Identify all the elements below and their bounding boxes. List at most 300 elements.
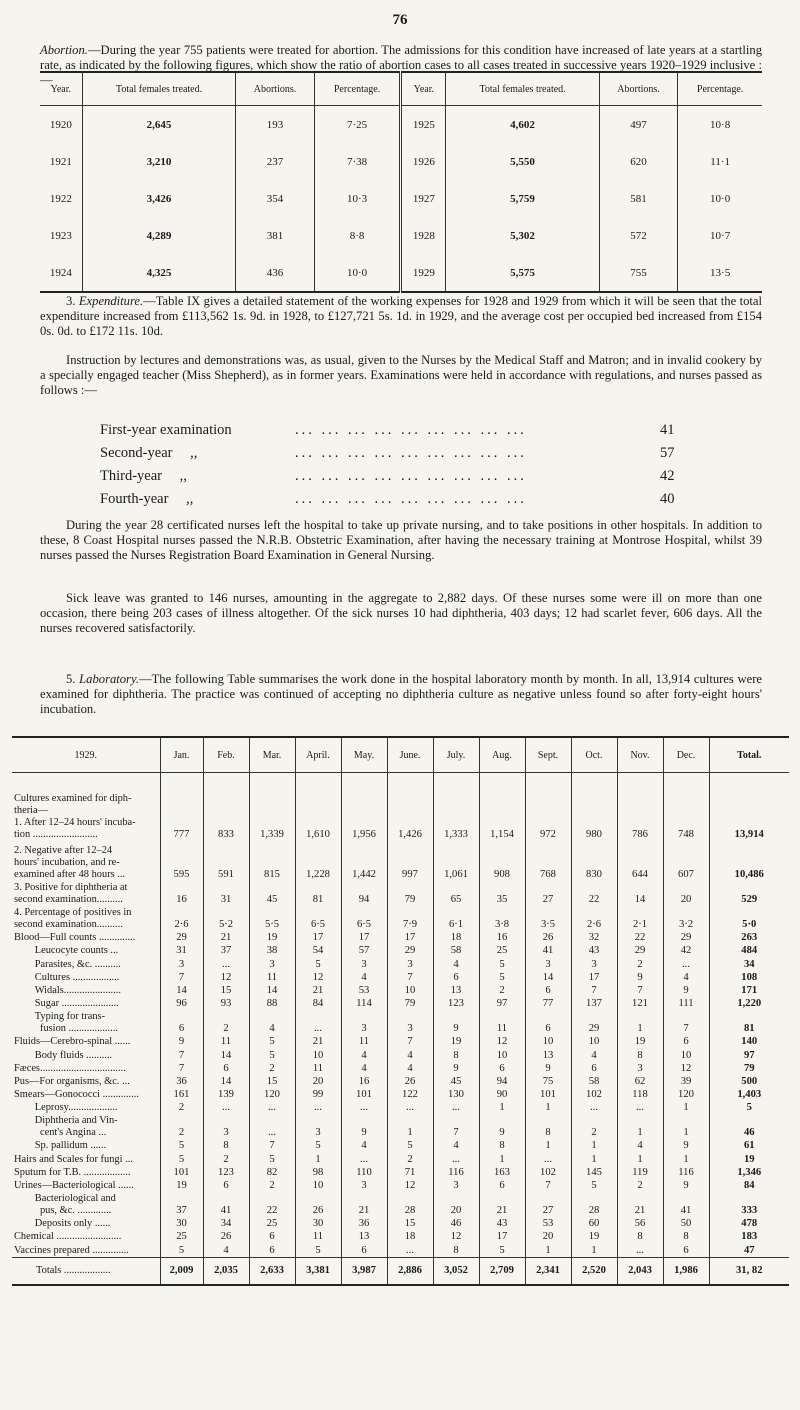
abortion-header-cell: Total females treated. xyxy=(446,72,600,106)
lab-cell: 1 xyxy=(525,1243,571,1257)
lab-cell: 484 xyxy=(709,944,789,957)
lab-cell: 94 xyxy=(479,1075,525,1088)
lab-cell: 2 xyxy=(617,1179,663,1192)
lab-cell: 591 xyxy=(203,841,249,881)
lab-spacer-cell xyxy=(571,773,617,794)
lab-cell: 50 xyxy=(663,1217,709,1230)
lab-spacer-cell xyxy=(203,773,249,794)
lab-table-row xyxy=(12,1035,789,1048)
lab-spacer-cell xyxy=(12,773,160,794)
lab-cell: 2 xyxy=(479,984,525,997)
lab-table-row xyxy=(12,1166,789,1179)
abortion-cell: 1929 xyxy=(401,254,446,292)
lab-cell: 101 xyxy=(525,1088,571,1101)
exam-ditto: ,, xyxy=(190,445,198,461)
lab-cell: 102 xyxy=(525,1166,571,1179)
lab-cell: 5·5 xyxy=(249,906,295,931)
lab-cell: 10 xyxy=(663,1048,709,1061)
lab-table-row xyxy=(12,1062,789,1075)
lab-cell: 21 xyxy=(341,1192,387,1217)
lab-cell: 77 xyxy=(525,997,571,1010)
lab-cell: 4 xyxy=(341,1062,387,1075)
lab-cell: 5 xyxy=(295,1243,341,1257)
lab-cell: ... xyxy=(249,1101,295,1114)
lab-cell: 38 xyxy=(249,944,295,957)
lab-cell: 6 xyxy=(663,1243,709,1257)
lab-cell: 4 xyxy=(341,971,387,984)
lab-cell: 29 xyxy=(571,1010,617,1035)
lab-table-row xyxy=(12,1179,789,1192)
lab-cell: 2 xyxy=(203,1010,249,1035)
lab-cell: 4 xyxy=(571,1048,617,1061)
lab-cell: 84 xyxy=(295,997,341,1010)
exam-value: 41 xyxy=(660,422,675,438)
lab-cell: 47 xyxy=(709,1243,789,1257)
lab-cell: 4 xyxy=(433,957,479,970)
lab-row-label: Sugar ...................... xyxy=(14,998,119,1010)
lab-cell: 8 xyxy=(617,1230,663,1243)
lab-row-label: Sputum for T.B. .................. xyxy=(14,1166,131,1178)
lab-cell: 54 xyxy=(295,944,341,957)
lab-row-label: Diphtheria and Vin- cent's Angina ... xyxy=(34,1115,118,1139)
abortion-cell: 381 xyxy=(236,217,314,254)
lab-cell: 20 xyxy=(433,1192,479,1217)
exam-row xyxy=(100,491,700,513)
lab-cell: 36 xyxy=(160,1075,203,1088)
lab-cell: 79 xyxy=(387,997,433,1010)
expenditure-number: 3. xyxy=(66,294,76,308)
lab-cell: 815 xyxy=(249,841,295,881)
lab-cell: 3 xyxy=(433,1179,479,1192)
lab-cell: 4 xyxy=(663,971,709,984)
lab-cell: 16 xyxy=(341,1075,387,1088)
lab-cell: 2 xyxy=(571,1114,617,1139)
lab-cell: 97 xyxy=(479,997,525,1010)
abortion-cell: 10·8 xyxy=(678,106,762,144)
lab-cell: 140 xyxy=(709,1035,789,1048)
lab-cell: 6 xyxy=(249,1243,295,1257)
exam-label xyxy=(100,445,197,462)
lab-cell: 82 xyxy=(249,1166,295,1179)
lab-cell: 7 xyxy=(663,1010,709,1035)
abortion-cell: 13·5 xyxy=(678,254,762,292)
lab-cell: 6 xyxy=(203,1179,249,1192)
lab-cell: 1 xyxy=(663,1101,709,1114)
lab-cell: 7 xyxy=(387,971,433,984)
lab-cell: 61 xyxy=(709,1139,789,1152)
lab-cell: 120 xyxy=(249,1088,295,1101)
lab-cell: 13 xyxy=(341,1230,387,1243)
lab-cell: 9 xyxy=(160,1035,203,1048)
lab-cell: 7 xyxy=(160,1062,203,1075)
lab-cell: 29 xyxy=(387,944,433,957)
lab-cell: 2 xyxy=(160,1114,203,1139)
lab-cell: 26 xyxy=(295,1192,341,1217)
lab-table-row xyxy=(12,971,789,984)
lab-cell: 102 xyxy=(571,1088,617,1101)
lab-cell: 6 xyxy=(433,971,479,984)
lab-cell: 13 xyxy=(525,1048,571,1061)
lab-cell: 11 xyxy=(341,1035,387,1048)
lab-cell: 11 xyxy=(249,971,295,984)
lab-cell: 4 xyxy=(249,1010,295,1035)
lab-cell: 1,061 xyxy=(433,841,479,881)
lab-cell: 9 xyxy=(663,984,709,997)
lab-cell: 26 xyxy=(387,1075,433,1088)
lab-cell: 6 xyxy=(479,1062,525,1075)
lab-cell: 43 xyxy=(571,944,617,957)
lab-cell: 11 xyxy=(295,1062,341,1075)
lab-header-cell: Oct. xyxy=(571,737,617,773)
lab-cell: 1,346 xyxy=(709,1166,789,1179)
lab-cell: 20 xyxy=(663,881,709,906)
abortion-table-body xyxy=(40,106,762,293)
lab-cell: 26 xyxy=(525,931,571,944)
laboratory-number: 5. xyxy=(66,672,76,686)
lab-row-label: Chemical ......................... xyxy=(14,1231,122,1243)
abortion-table-row xyxy=(40,180,762,217)
lab-cell: 29 xyxy=(663,931,709,944)
lab-cell: 1,339 xyxy=(249,793,295,841)
lab-cell: 4 xyxy=(341,1048,387,1061)
instruction-paragraph: Instruction by lectures and demonstrations was, as usual, given to the Nurses by the Medical Staff and Matron; and in invalid cookery by a specially engaged teacher (Miss Shepherd), as in former years. Examinations were held in accordance with regulations, and nurses passed as follows :— xyxy=(40,353,762,397)
lab-cell: 19 xyxy=(709,1152,789,1165)
lab-cell: 45 xyxy=(433,1075,479,1088)
abortion-cell: 1920 xyxy=(49,118,72,131)
exam-name: First-year examination xyxy=(100,422,232,438)
lab-cell: 7 xyxy=(387,1035,433,1048)
abortion-cell: 1928 xyxy=(401,217,446,254)
lab-cell: 25 xyxy=(479,944,525,957)
lab-cell: ... xyxy=(663,957,709,970)
lab-cell: 25 xyxy=(160,1230,203,1243)
lab-cell: 3·5 xyxy=(525,906,571,931)
abortion-heading: Abortion. xyxy=(40,43,88,57)
lab-cell: 768 xyxy=(525,841,571,881)
abortion-cell: 11·1 xyxy=(678,143,762,180)
lab-cell: 5 xyxy=(295,1139,341,1152)
lab-cell: 8 xyxy=(617,1048,663,1061)
abortion-cell: 497 xyxy=(599,106,677,144)
lab-cell: 529 xyxy=(709,881,789,906)
lab-cell: 1,228 xyxy=(295,841,341,881)
abortion-table-row xyxy=(40,217,762,254)
lab-cell: 478 xyxy=(709,1217,789,1230)
abortion-cell: 620 xyxy=(599,143,677,180)
lab-cell: 9 xyxy=(433,1062,479,1075)
lab-cell: 1 xyxy=(617,1010,663,1035)
lab-cell: 9 xyxy=(525,1062,571,1075)
abortion-table xyxy=(40,71,762,293)
lab-cell: 71 xyxy=(387,1166,433,1179)
lab-row-label: Fæces................................. xyxy=(14,1062,126,1074)
lab-cell: 263 xyxy=(709,931,789,944)
expenditure-text: —Table IX gives a detailed statement of the working expenses for 1928 and 1929 from which it will be seen that the total expenditure increased from £113,562 1s. 9d. in 1928, to £127,721 5s. 1d. in 1929, and the average cost per occupied bed increased from £154 0s. 0d. to £172 11s. 10d. xyxy=(40,294,762,338)
lab-header-cell: Aug. xyxy=(479,737,525,773)
lab-cell: 121 xyxy=(617,997,663,1010)
lab-cell: 10,486 xyxy=(709,841,789,881)
lab-cell: 6·5 xyxy=(341,906,387,931)
abortion-cell: 1926 xyxy=(401,143,446,180)
lab-table-row xyxy=(12,1243,789,1257)
lab-cell: 5·2 xyxy=(203,906,249,931)
lab-row-label: Hairs and Scales for fungi ... xyxy=(14,1153,133,1165)
lab-row-label: Fluids—Cerebro-spinal ...... xyxy=(14,1036,131,1048)
lab-spacer-cell xyxy=(433,773,479,794)
lab-cell: 53 xyxy=(525,1217,571,1230)
lab-cell: 1,426 xyxy=(387,793,433,841)
lab-cell: 53 xyxy=(341,984,387,997)
abortion-cell: 5,302 xyxy=(446,217,600,254)
lab-table-row xyxy=(12,997,789,1010)
lab-cell: 13,914 xyxy=(709,793,789,841)
lab-cell: ... xyxy=(571,1101,617,1114)
lab-cell: 116 xyxy=(433,1166,479,1179)
abortion-cell: 10·0 xyxy=(314,254,401,292)
lab-cell: 3 xyxy=(341,957,387,970)
lab-cell: 980 xyxy=(571,793,617,841)
lab-cell: ... xyxy=(525,1152,571,1165)
lab-cell: 2·1 xyxy=(617,906,663,931)
lab-cell: 111 xyxy=(663,997,709,1010)
exam-label xyxy=(100,468,187,485)
lab-cell: 16 xyxy=(479,931,525,944)
lab-cell: 97 xyxy=(709,1048,789,1061)
lab-row-label: Blood—Full counts .............. xyxy=(14,932,136,944)
lab-row-label: Leprosy................... xyxy=(14,1102,118,1114)
exam-label xyxy=(100,491,193,508)
lab-cell: ... xyxy=(387,1101,433,1114)
lab-table-row xyxy=(12,1139,789,1152)
lab-cell: 4 xyxy=(387,1062,433,1075)
abortion-cell: 436 xyxy=(236,254,314,292)
lab-cell: 6 xyxy=(571,1062,617,1075)
lab-cell: ... xyxy=(295,1101,341,1114)
lab-cell: 2·6 xyxy=(160,906,203,931)
lab-cell: 21 xyxy=(203,931,249,944)
lab-table-row xyxy=(12,906,789,931)
lab-row-label: Pus—For organisms, &c. ... xyxy=(14,1075,130,1087)
lab-total-cell: 2,633 xyxy=(249,1257,295,1285)
abortion-cell: 4,325 xyxy=(82,254,236,292)
lab-cell: 2 xyxy=(387,1152,433,1165)
exam-row xyxy=(100,422,700,444)
abortion-cell: 1922 xyxy=(49,192,72,205)
lab-cell: ... xyxy=(617,1243,663,1257)
lab-cell: 11 xyxy=(203,1035,249,1048)
lab-cell: 41 xyxy=(663,1192,709,1217)
exam-dots: ... ... ... ... ... ... ... ... ... xyxy=(295,422,527,438)
lab-cell: 183 xyxy=(709,1230,789,1243)
lab-total-cell: 3,052 xyxy=(433,1257,479,1285)
lab-cell: 20 xyxy=(525,1230,571,1243)
lab-table-row xyxy=(12,1192,789,1217)
lab-header-cell: April. xyxy=(295,737,341,773)
lab-cell: 1,610 xyxy=(295,793,341,841)
abortion-text: —During the year 755 patients were treated for abortion. The admissions for this condition have increased of late years at a startling rate, as indicated by the following figures, which show the ratio of abortion cases to all cases treated in successive years 1920–1929 inclusive :— xyxy=(40,43,762,87)
lab-cell: 8 xyxy=(479,1139,525,1152)
lab-cell: 5 xyxy=(160,1243,203,1257)
lab-cell: 10 xyxy=(295,1048,341,1061)
lab-cell: 57 xyxy=(341,944,387,957)
lab-cell: 5 xyxy=(571,1179,617,1192)
lab-spacer-cell xyxy=(479,773,525,794)
laboratory-paragraph xyxy=(40,672,762,717)
lab-total-cell: 31, 82 xyxy=(709,1257,789,1285)
lab-cell: 19 xyxy=(433,1035,479,1048)
lab-cell: 81 xyxy=(295,881,341,906)
lab-header-cell: July. xyxy=(433,737,479,773)
lab-cell: 3 xyxy=(387,957,433,970)
lab-total-cell: 2,520 xyxy=(571,1257,617,1285)
lab-header-cell: 1929. xyxy=(12,737,160,773)
lab-cell: 19 xyxy=(617,1035,663,1048)
lab-cell: 10 xyxy=(525,1035,571,1048)
exam-value: 40 xyxy=(660,491,675,507)
lab-cell: 10 xyxy=(571,1035,617,1048)
lab-cell: 12 xyxy=(479,1035,525,1048)
lab-cell: 11 xyxy=(295,1230,341,1243)
lab-cell: 88 xyxy=(249,997,295,1010)
lab-cell: 10 xyxy=(479,1048,525,1061)
lab-header-cell: Feb. xyxy=(203,737,249,773)
lab-cell: 14 xyxy=(203,1075,249,1088)
lab-row-label: Urines—Bacteriological ...... xyxy=(14,1180,134,1191)
lab-table-row xyxy=(12,1230,789,1243)
lab-cell: 9 xyxy=(433,1010,479,1035)
lab-cell: ... xyxy=(249,1114,295,1139)
lab-cell: 5 xyxy=(709,1101,789,1114)
exam-row xyxy=(100,445,700,467)
abortion-cell: 237 xyxy=(236,143,314,180)
lab-cell: 644 xyxy=(617,841,663,881)
lab-row-label: Vaccines prepared .............. xyxy=(14,1244,129,1256)
exam-value: 42 xyxy=(660,468,675,484)
exam-row xyxy=(100,468,700,490)
lab-cell: 17 xyxy=(295,931,341,944)
lab-cell: 6 xyxy=(663,1035,709,1048)
expenditure-heading: Expenditure. xyxy=(78,294,144,308)
lab-total-cell: 1,986 xyxy=(663,1257,709,1285)
lab-cell: 595 xyxy=(160,841,203,881)
abortion-cell: 1921 xyxy=(49,155,72,168)
lab-cell: 1 xyxy=(479,1152,525,1165)
lab-header-cell: Sept. xyxy=(525,737,571,773)
lab-table-row xyxy=(12,1088,789,1101)
lab-cell: 7 xyxy=(160,971,203,984)
lab-row-label: 3. Positive for diphtheria at second examination.......... xyxy=(14,882,128,905)
lab-cell: 1 xyxy=(525,1101,571,1114)
lab-cell: 14 xyxy=(525,971,571,984)
lab-cell: 35 xyxy=(479,881,525,906)
lab-table-row xyxy=(12,957,789,970)
lab-cell: 1 xyxy=(663,1114,709,1139)
lab-cell: 1,403 xyxy=(709,1088,789,1101)
lab-cell: 114 xyxy=(341,997,387,1010)
lab-table-row xyxy=(12,1010,789,1035)
lab-cell: 8 xyxy=(203,1139,249,1152)
lab-cell: 12 xyxy=(295,971,341,984)
lab-cell: 2 xyxy=(249,1179,295,1192)
lab-row-label: Bacteriological and pus, &c. ............. xyxy=(34,1193,116,1216)
lab-cell: 9 xyxy=(663,1139,709,1152)
lab-cell: 8 xyxy=(663,1230,709,1243)
lab-row-label: Widals...................... xyxy=(14,984,121,996)
lab-cell: ... xyxy=(617,1101,663,1114)
lab-cell: 500 xyxy=(709,1075,789,1088)
lab-cell: 9 xyxy=(341,1114,387,1139)
lab-row-label: Sp. pallidum ...... xyxy=(14,1140,107,1152)
expenditure-paragraph xyxy=(40,294,762,339)
lab-cell: 4 xyxy=(387,1048,433,1061)
abortion-cell: 193 xyxy=(236,106,314,144)
lab-cell: ... xyxy=(387,1243,433,1257)
lab-total-cell: 2,009 xyxy=(160,1257,203,1285)
lab-cell: 3 xyxy=(203,1114,249,1139)
abortion-table-header xyxy=(40,72,762,106)
lab-cell: 1,220 xyxy=(709,997,789,1010)
lab-spacer-row xyxy=(12,773,789,794)
abortion-cell: 8·8 xyxy=(314,217,401,254)
lab-cell: 1 xyxy=(571,1243,617,1257)
lab-cell: 1 xyxy=(571,1152,617,1165)
lab-cell: 3 xyxy=(295,1114,341,1139)
lab-cell: 997 xyxy=(387,841,433,881)
lab-cell: 10 xyxy=(295,1179,341,1192)
lab-spacer-cell xyxy=(249,773,295,794)
lab-cell: 3 xyxy=(249,957,295,970)
lab-cell: 30 xyxy=(160,1217,203,1230)
lab-cell: 1,333 xyxy=(433,793,479,841)
lab-cell: 5 xyxy=(249,1048,295,1061)
lab-cell: 5 xyxy=(249,1035,295,1048)
lab-row-label: 4. Percentage of positives in second examination.......... xyxy=(14,907,132,930)
lab-cell: 90 xyxy=(479,1088,525,1101)
lab-cell: 60 xyxy=(571,1217,617,1230)
lab-cell: 786 xyxy=(617,793,663,841)
lab-totals-row xyxy=(12,1257,789,1285)
lab-cell: 28 xyxy=(387,1192,433,1217)
laboratory-table xyxy=(12,736,789,1286)
lab-cell: 123 xyxy=(433,997,479,1010)
lab-cell: 108 xyxy=(709,971,789,984)
lab-cell: 11 xyxy=(479,1010,525,1035)
lab-cell: 120 xyxy=(663,1088,709,1101)
exam-name: Third-year xyxy=(100,468,162,484)
lab-spacer-cell xyxy=(617,773,663,794)
lab-cell: 79 xyxy=(387,881,433,906)
lab-cell: 5 xyxy=(387,1139,433,1152)
lab-cell: 12 xyxy=(433,1230,479,1243)
lab-spacer-cell xyxy=(663,773,709,794)
lab-cell: 99 xyxy=(295,1088,341,1101)
lab-cell: 833 xyxy=(203,793,249,841)
page-number: 76 xyxy=(392,12,408,28)
lab-table-row xyxy=(12,1075,789,1088)
lab-cell: 84 xyxy=(709,1179,789,1192)
lab-row-label: Cultures examined for diph- theria— 1. After 12–24 hours' incuba- tion ......................... xyxy=(14,793,136,840)
lab-cell: ... xyxy=(203,957,249,970)
sick-leave-paragraph: Sick leave was granted to 146 nurses, amounting in the aggregate to 2,882 days. Of these nurses some were ill on more than one occasion, there being 203 cases of illness altogether. Of the sick nurses 10 had diphtheria, 403 days; 12 had scarlet fever, 606 days. All the nurses recovered satisfactorily. xyxy=(40,591,762,635)
lab-cell: 8 xyxy=(433,1048,479,1061)
lab-cell: 45 xyxy=(249,881,295,906)
lab-cell: 130 xyxy=(433,1088,479,1101)
abortion-cell: 1927 xyxy=(401,180,446,217)
lab-cell: 5 xyxy=(479,957,525,970)
lab-cell: 58 xyxy=(433,944,479,957)
lab-cell: 607 xyxy=(663,841,709,881)
lab-cell: 2·6 xyxy=(571,906,617,931)
